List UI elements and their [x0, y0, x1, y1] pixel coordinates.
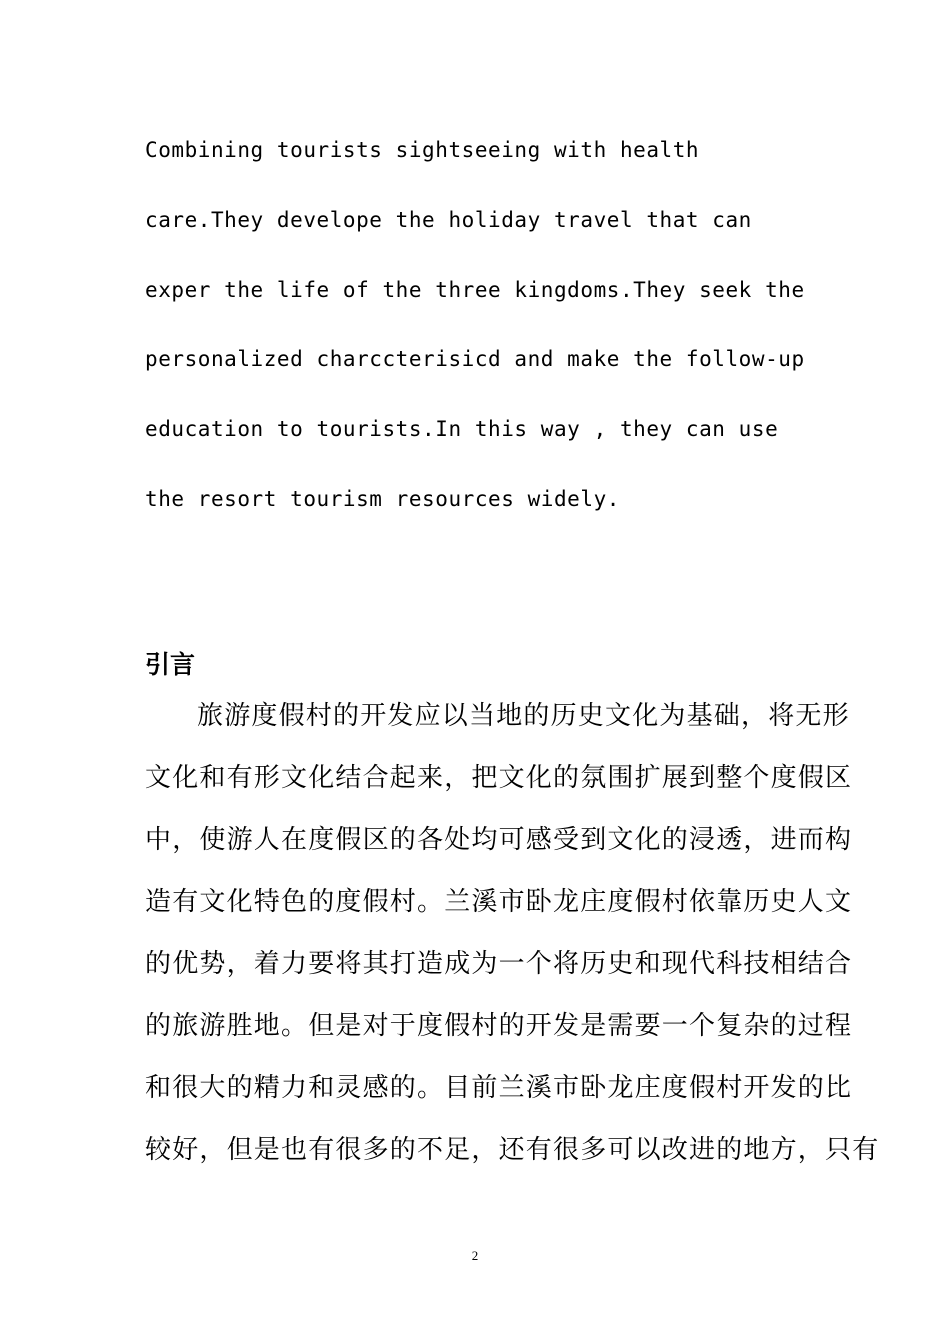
introduction-paragraph-line: 较好，但是也有很多的不足，还有很多可以改进的地方，只有 — [145, 1135, 880, 1165]
abstract-en-line: exper the life of the three kingdoms.They seek the — [145, 278, 805, 302]
introduction-paragraph-line: 文化和有形文化结合起来，把文化的氛围扩展到整个度假区 — [145, 763, 853, 793]
introduction-paragraph-line: 的优势，着力要将其打造成为一个将历史和现代科技相结合 — [145, 949, 853, 979]
abstract-en-line: personalized charccterisicd and make the follow-up — [145, 347, 805, 371]
page-number: 2 — [471, 1248, 479, 1263]
abstract-en-line: the resort tourism resources widely. — [145, 487, 620, 511]
introduction-paragraph-line: 旅游度假村的开发应以当地的历史文化为基础，将无形 — [197, 701, 850, 731]
abstract-en-line: Combining tourists sightseeing with health — [145, 138, 700, 162]
abstract-en-line: education to tourists.In this way , they can use — [145, 417, 779, 441]
introduction-paragraph-line: 造有文化特色的度假村。兰溪市卧龙庄度假村依靠历史人文 — [145, 887, 853, 917]
section-heading-introduction: 引言 — [145, 650, 196, 679]
introduction-paragraph-line: 中，使游人在度假区的各处均可感受到文化的浸透，进而构 — [145, 825, 853, 855]
introduction-paragraph-line: 和很大的精力和灵感的。目前兰溪市卧龙庄度假村开发的比 — [145, 1073, 853, 1103]
abstract-en-line: care.They develope the holiday travel that can — [145, 208, 752, 232]
introduction-paragraph-line: 的旅游胜地。但是对于度假村的开发是需要一个复杂的过程 — [145, 1011, 853, 1041]
